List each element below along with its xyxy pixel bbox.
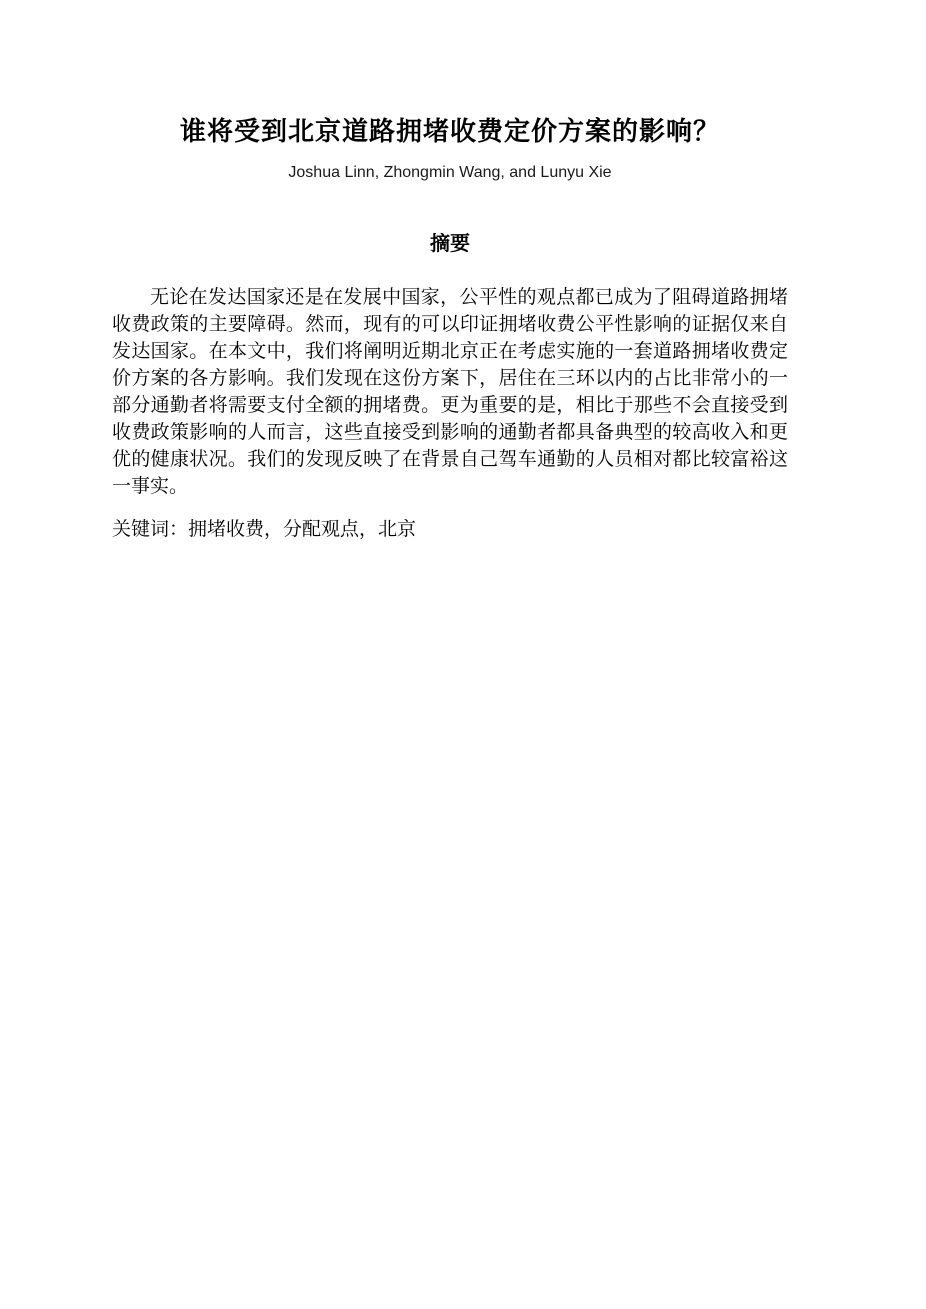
paper-authors: Joshua Linn, Zhongmin Wang, and Lunyu Xie — [288, 164, 612, 181]
abstract-heading: 摘要 — [430, 233, 470, 255]
page-content — [112, 0, 788, 543]
abstract-paragraph: 无论在发达国家还是在发展中国家，公平性的观点都已成为了阻碍道路拥堵收费政策的主要障碍。然而，现有的可以印证拥堵收费公平性影响的证据仅来自发达国家。在本文中，我们将阐明近期北京正在考虑实施的一套道路拥堵收费定价方案的各方影响。我们发现在这份方案下，居住在三环以内的占比非常小的一部分通勤者将需要支付全额的拥堵费。更为重要的是，相比于那些不会直接受到收费政策影响的人而言，这些直接受到影响的通勤者都具备典型的较高收入和更优的健康状况。我们的发现反映了在背景自己驾车通勤的人员相对都比较富裕这一事实。 — [112, 287, 788, 497]
keywords-line: 关键词：拥堵收费，分配观点，北京 — [112, 519, 417, 540]
paper-title: 谁将受到北京道路拥堵收费定价方案的影响？ — [179, 116, 720, 146]
